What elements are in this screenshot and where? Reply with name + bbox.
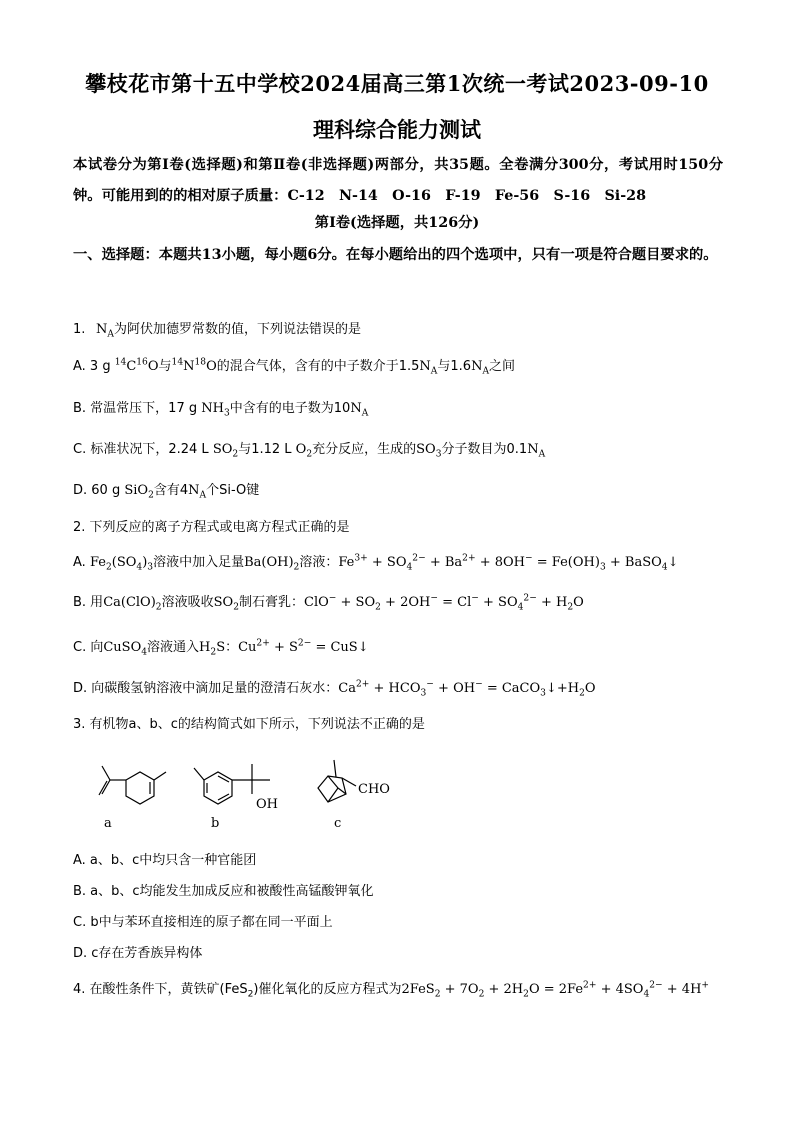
structure-drawings — [66, 748, 426, 838]
q3-stem: 3. 有机物a、b、c的结构简式如下所示，下列说法不正确的是 — [73, 717, 425, 732]
q1-option-b: B. 常温常压下，17 g $NH_3$中含有的电子数为$10N_A$ — [73, 401, 369, 419]
q2-option-b: B. 用$Ca(ClO)_2$溶液吸收$SO_2$制石膏乳：$ClO^- + SO_2 + 2OH^- = Cl^- + SO_4^{2-} + H_2O$ — [73, 593, 584, 613]
q3-option-a: A. a、b、c中均只含一种官能团 — [73, 853, 257, 868]
structure-figures — [66, 748, 426, 838]
exam-title: 攀枝花市第十五中学校2024届高三第1次统一考试2023-09-10 — [85, 71, 709, 96]
structure-a — [99, 766, 166, 804]
structure-c — [318, 760, 356, 802]
section-title: 第Ⅰ卷(选择题，共126分) — [314, 215, 480, 231]
exam-intro: 本试卷分为第Ⅰ卷(选择题)和第Ⅱ卷(非选择题)两部分，共35题。全卷满分300分，考试用时150分钟。可能用到的的相对原子质量：C-12 N-14 O-16 F-19 Fe-56 S-16 Si-28 — [73, 157, 723, 204]
q4-stem: 4. 在酸性条件下，黄铁矿(FeS$_2$)催化氧化的反应方程式为$2FeS_2 + 7O_2 + 2H_2O = 2Fe^{2+} + 4SO_4^{2-} + 4H^+$ — [73, 980, 710, 1000]
q3-option-c: C. b中与苯环直接相连的原子都在同一平面上 — [73, 915, 333, 930]
q2-option-c: C. 向CuSO$_4$溶液通入$H_2S$：$Cu^{2+} + S^{2-}$ = CuS↓ — [73, 638, 369, 658]
oh-group-label: OH — [256, 797, 278, 812]
q1-option-d: D. 60 g SiO$_2$含有$4N_A$个Si-O键 — [73, 483, 260, 501]
q1-stem: 1. $N_A$为阿伏加德罗常数的值，下列说法错误的是 — [73, 322, 362, 340]
section-instruction: 一、选择题：本题共13小题，每小题6分。在每小题给出的四个选项中，只有一项是符合题目要求的。 — [73, 247, 718, 263]
q1-option-c: C. 标准状况下，2.24 L $SO_2$与1.12 L $O_2$充分反应，生成的$SO_3$分子数目为$0.1N_A$ — [73, 442, 546, 460]
q2-option-d: D. 向碳酸氢钠溶液中滴加足量的澄清石灰水：$Ca^{2+} + HCO_3^- + OH^-$ = $CaCO_3↓+H_2O$ — [73, 679, 596, 699]
q2-option-a: A. $Fe_2(SO_4)_3$溶液中加入足量$Ba(OH)_2$溶液：$Fe^{3+} + SO_4^{2-} + Ba^{2+} + 8OH^- = Fe(OH)_3$ + BaSO$_4$↓ — [73, 553, 679, 573]
structure-label-a: a — [104, 816, 112, 831]
q1-option-a: A. 3 g $^{14}C^{16}O$与$^{14}N^{18}O$的混合气体，含有的中子数介于$1.5N_A$与$1.6N_A$之间 — [73, 357, 516, 377]
structure-label-c: c — [334, 816, 342, 831]
q2-stem: 2. 下列反应的离子方程式或电离方程式正确的是 — [73, 520, 350, 535]
cho-group-label: CHO — [358, 782, 390, 797]
exam-subtitle: 理科综合能力测试 — [313, 117, 481, 142]
structure-label-b: b — [211, 816, 220, 831]
q3-option-d: D. c存在芳香族异构体 — [73, 946, 203, 961]
q3-option-b: B. a、b、c均能发生加成反应和被酸性高锰酸钾氧化 — [73, 884, 374, 899]
